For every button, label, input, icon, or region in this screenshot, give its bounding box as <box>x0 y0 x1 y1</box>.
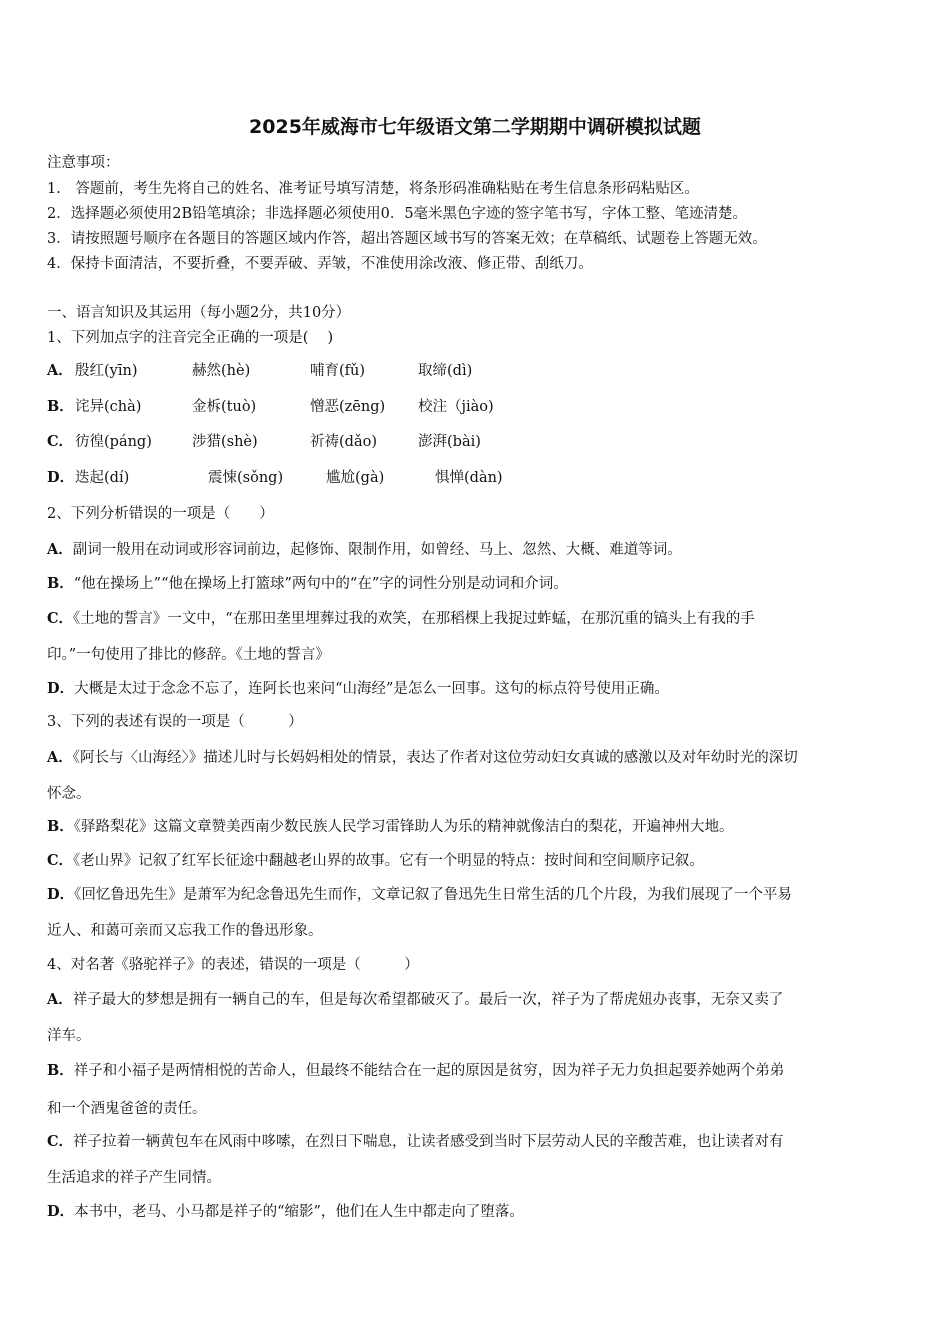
question-3-option-d-continued: 近人、和蔼可亲而又忘我工作的鲁迅形象。 <box>47 923 323 939</box>
option-label: A． <box>47 541 73 558</box>
question-2-option-c: C．《土地的誓言》一文中，“在那田垄里埋葬过我的欢笑，在那稻棵上我捉过蚱蜢，在那沉重的镐头上有我的手 <box>47 610 755 627</box>
notice-item: 1. 答题前，考生先将自己的姓名、准考证号填写清楚，将条形码准确粘贴在考生信息条形码粘贴区。 <box>47 181 699 197</box>
question-3-option-a: A．《阿长与〈山海经〉》描述儿时与长妈妈相处的情景，表达了作者对这位劳动妇女真诚的感激以及对年幼时光的深切 <box>47 749 798 766</box>
question-4-option-c: C．祥子拉着一辆黄包车在风雨中哆嗦，在烈日下喘息，让读者感受到当时下层劳动人民的辛酸苦难，也让读者对有 <box>47 1133 784 1150</box>
option-word: 尴尬(gà) <box>326 470 385 486</box>
question-3-option-b: B．《驿路梨花》这篇文章赞美西南少数民族人民学习雷锋助人为乐的精神就像洁白的梨花，开遍神州大地。 <box>47 818 734 835</box>
question-3-option-a-continued: 怀念。 <box>47 786 91 802</box>
question-1-stem: 1、下列加点字的注音完全正确的一项是( ) <box>47 330 334 346</box>
question-2-option-a: A．副词一般用在动词或形容词前边，起修饰、限制作用，如曾经、马上、忽然、大概、难道等词。 <box>47 541 682 558</box>
option-word: 祈祷(dǎo) <box>310 434 377 450</box>
option-label: A． <box>47 991 73 1008</box>
page-title: 2025年威海市七年级语文第二学期期中调研模拟试题 <box>249 116 701 138</box>
option-label: B． <box>47 398 74 415</box>
option-label: A． <box>47 362 73 379</box>
option-word: 哺育(fǔ) <box>310 363 366 379</box>
question-2-option-d: D．大概是太过于念念不忘了，连阿长也来问“山海经”是怎么一回事。这句的标点符号使用正确。 <box>47 680 669 697</box>
option-label: C． <box>47 433 74 450</box>
question-2-stem: 2、下列分析错误的一项是（ ） <box>47 506 274 522</box>
option-word: 涉猎(shè) <box>192 434 258 450</box>
option-label: A． <box>47 749 73 766</box>
question-4-option-a: A．祥子最大的梦想是拥有一辆自己的车，但是每次希望都破灭了。最后一次，祥子为了帮虎妞办丧事，无奈又卖了 <box>47 991 784 1008</box>
option-label: B． <box>47 818 74 835</box>
notice-item: 2．选择题必须使用2B铅笔填涂；非选择题必须使用0．5毫米黑色字迹的签字笔书写，字体工整、笔迹清楚。 <box>47 206 748 222</box>
option-word: 取缔(dì) <box>418 363 473 379</box>
option-label: C． <box>47 1133 74 1150</box>
question-4-option-c-continued: 生活追求的祥子产生同情。 <box>47 1170 221 1186</box>
question-3-option-c: C．《老山界》记叙了红军长征途中翻越老山界的故事。它有一个明显的特点：按时间和空间顺序记叙。 <box>47 852 704 869</box>
question-3-stem: 3、下列的表述有误的一项是（ ） <box>47 714 303 730</box>
option-word: 校注（jiào) <box>418 399 494 415</box>
notice-heading: 注意事项： <box>47 155 120 171</box>
option-word: 彷徨(páng) <box>75 434 152 450</box>
option-word: 澎湃(bài) <box>418 434 481 450</box>
question-3-option-d: D．《回忆鲁迅先生》是萧军为纪念鲁迅先生而作，文章记叙了鲁迅先生日常生活的几个片段，为我们展现了一个平易 <box>47 886 792 903</box>
question-4-stem: 4、对名著《骆驼祥子》的表述，错误的一项是（ ） <box>47 957 419 973</box>
option-label: C． <box>47 852 74 869</box>
question-2-option-b: B．“他在操场上”“他在操场上打篮球”两句中的“在”字的词性分别是动词和介词。 <box>47 575 568 592</box>
question-4-option-b: B．祥子和小福子是两情相悦的苦命人，但最终不能结合在一起的原因是贫穷，因为祥子无力负担起要养她两个弟弟 <box>47 1062 785 1079</box>
option-word: 诧异(chà) <box>75 399 142 415</box>
option-word: 迭起(dí) <box>75 470 130 486</box>
option-word: 殷红(yīn) <box>75 363 138 379</box>
option-label: D． <box>47 469 75 486</box>
notice-item: 4．保持卡面清洁，不要折叠，不要弄破、弄皱，不准使用涂改液、修正带、刮纸刀。 <box>47 256 593 272</box>
question-2-option-c-continued: 印。”一句使用了排比的修辞。《土地的誓言》 <box>47 647 330 663</box>
option-label: D． <box>47 886 75 903</box>
option-label: B． <box>47 575 74 592</box>
option-label: C． <box>47 610 74 627</box>
option-label: D． <box>47 680 75 697</box>
notice-item: 3．请按照题号顺序在各题目的答题区域内作答，超出答题区域书写的答案无效；在草稿纸、试题卷上答题无效。 <box>47 231 767 247</box>
option-label: D． <box>47 1203 75 1220</box>
option-word: 憎恶(zēng) <box>310 399 386 415</box>
question-4-option-b-continued: 和一个酒鬼爸爸的责任。 <box>47 1101 207 1117</box>
section-heading: 一、语言知识及其运用（每小题2分，共10分） <box>47 305 351 321</box>
option-word: 震悚(sǒng) <box>208 470 284 486</box>
option-word: 惧惮(dàn) <box>435 470 503 486</box>
question-4-option-d: D．本书中，老马、小马都是祥子的“缩影”，他们在人生中都走向了堕落。 <box>47 1203 524 1220</box>
option-word: 金柝(tuò) <box>192 399 257 415</box>
option-word: 赫然(hè) <box>192 363 251 379</box>
option-label: B． <box>47 1062 74 1079</box>
question-4-option-a-continued: 洋车。 <box>47 1028 91 1044</box>
